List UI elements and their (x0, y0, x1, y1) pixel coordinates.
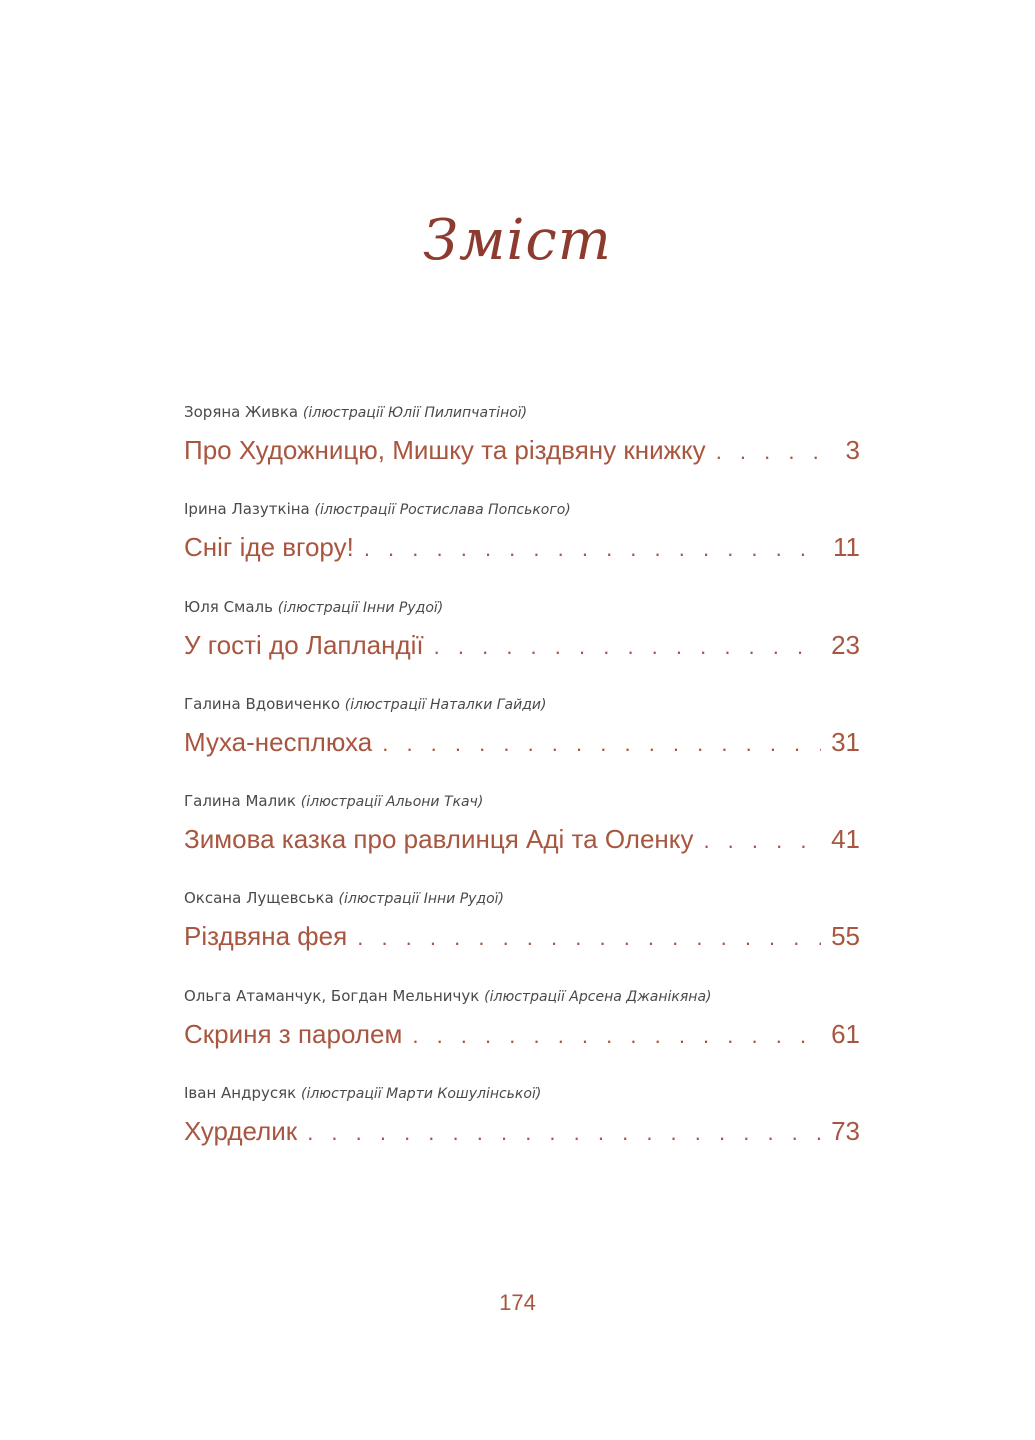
toc-entry (184, 692, 860, 789)
author-name: Галина Малик (184, 792, 296, 811)
dot-leader (382, 726, 821, 762)
story-title: Муха-несплюха (184, 726, 373, 757)
story-title: Про Художницю, Мишку та різдвяну книжку (184, 435, 706, 465)
toc-line[interactable] (184, 724, 860, 760)
dot-leader (716, 434, 836, 470)
toc-entry (184, 1081, 860, 1178)
illustrator-credit: (ілюстрації Арсена Джанікяна) (484, 988, 712, 1005)
author-name: Іван Андрусяк (184, 1084, 297, 1103)
toc-entry (184, 789, 860, 886)
toc-entry (184, 984, 860, 1081)
illustrator-credit: (ілюстрації Альони Ткач) (300, 794, 484, 811)
toc-entry (184, 497, 860, 594)
toc-line[interactable] (184, 627, 860, 663)
author-name: Юля Смаль (184, 597, 273, 616)
story-title: Хурделик (184, 1116, 298, 1147)
toc-entry (184, 886, 860, 983)
story-page-number: 3 (845, 435, 860, 465)
illustrator-credit: (ілюстрації Юлії Пилипчатіної) (302, 405, 528, 421)
dot-leader (434, 629, 821, 665)
toc-line[interactable] (184, 432, 860, 468)
story-title: Сніг іде вгору! (184, 532, 354, 563)
story-page-number: 31 (831, 726, 860, 757)
toc-author (184, 886, 860, 910)
illustrator-credit: (ілюстрації Ростислава Попського) (314, 502, 571, 519)
author-name: Галина Вдовиченко (184, 694, 341, 713)
story-title: Скриня з паролем (184, 1018, 403, 1049)
dot-leader (364, 531, 823, 567)
story-page-number: 23 (831, 629, 860, 660)
toc-author (184, 984, 860, 1008)
illustrator-credit: (ілюстрації Марти Кошулінської) (300, 1086, 542, 1103)
toc-line[interactable] (184, 529, 860, 565)
author-name: Оксана Лущевська (184, 889, 334, 908)
illustrator-credit: (ілюстрації Інни Рудої) (338, 891, 505, 908)
illustrator-credit: (ілюстрації Інни Рудої) (277, 599, 444, 616)
toc-line[interactable] (184, 1016, 860, 1052)
toc-line[interactable] (184, 821, 860, 857)
table-of-contents (184, 400, 860, 1178)
toc-entry (184, 400, 860, 497)
story-page-number: 41 (831, 824, 860, 855)
illustrator-credit: (ілюстрації Наталки Гайди) (344, 696, 547, 713)
toc-author (184, 497, 860, 521)
story-page-number: 73 (831, 1116, 860, 1147)
author-name: Ірина Лазуткіна (184, 500, 310, 519)
toc-line[interactable] (184, 1113, 860, 1149)
toc-entry (184, 595, 860, 692)
dot-leader (357, 920, 821, 956)
toc-author (184, 595, 860, 619)
story-title: У гості до Лапландії (184, 629, 424, 660)
toc-author (184, 692, 860, 716)
toc-author (184, 1081, 860, 1105)
dot-leader (307, 1115, 821, 1151)
story-page-number: 11 (833, 532, 860, 563)
page-title: Зміст (423, 208, 612, 273)
toc-author (184, 789, 860, 813)
author-name: Ольга Атаманчук, Богдан Мельничук (184, 986, 480, 1005)
dot-leader (412, 1018, 821, 1054)
story-page-number: 61 (831, 1018, 860, 1049)
story-title: Різдвяна фея (184, 921, 348, 952)
page-number: 174 (499, 1290, 536, 1315)
dot-leader (703, 823, 821, 859)
story-title: Зимова казка про равлинця Аді та Оленку (184, 824, 694, 855)
toc-line[interactable] (184, 918, 860, 954)
story-page-number: 55 (831, 921, 860, 952)
toc-author (184, 400, 860, 424)
author-name: Зоряна Живка (184, 403, 299, 421)
